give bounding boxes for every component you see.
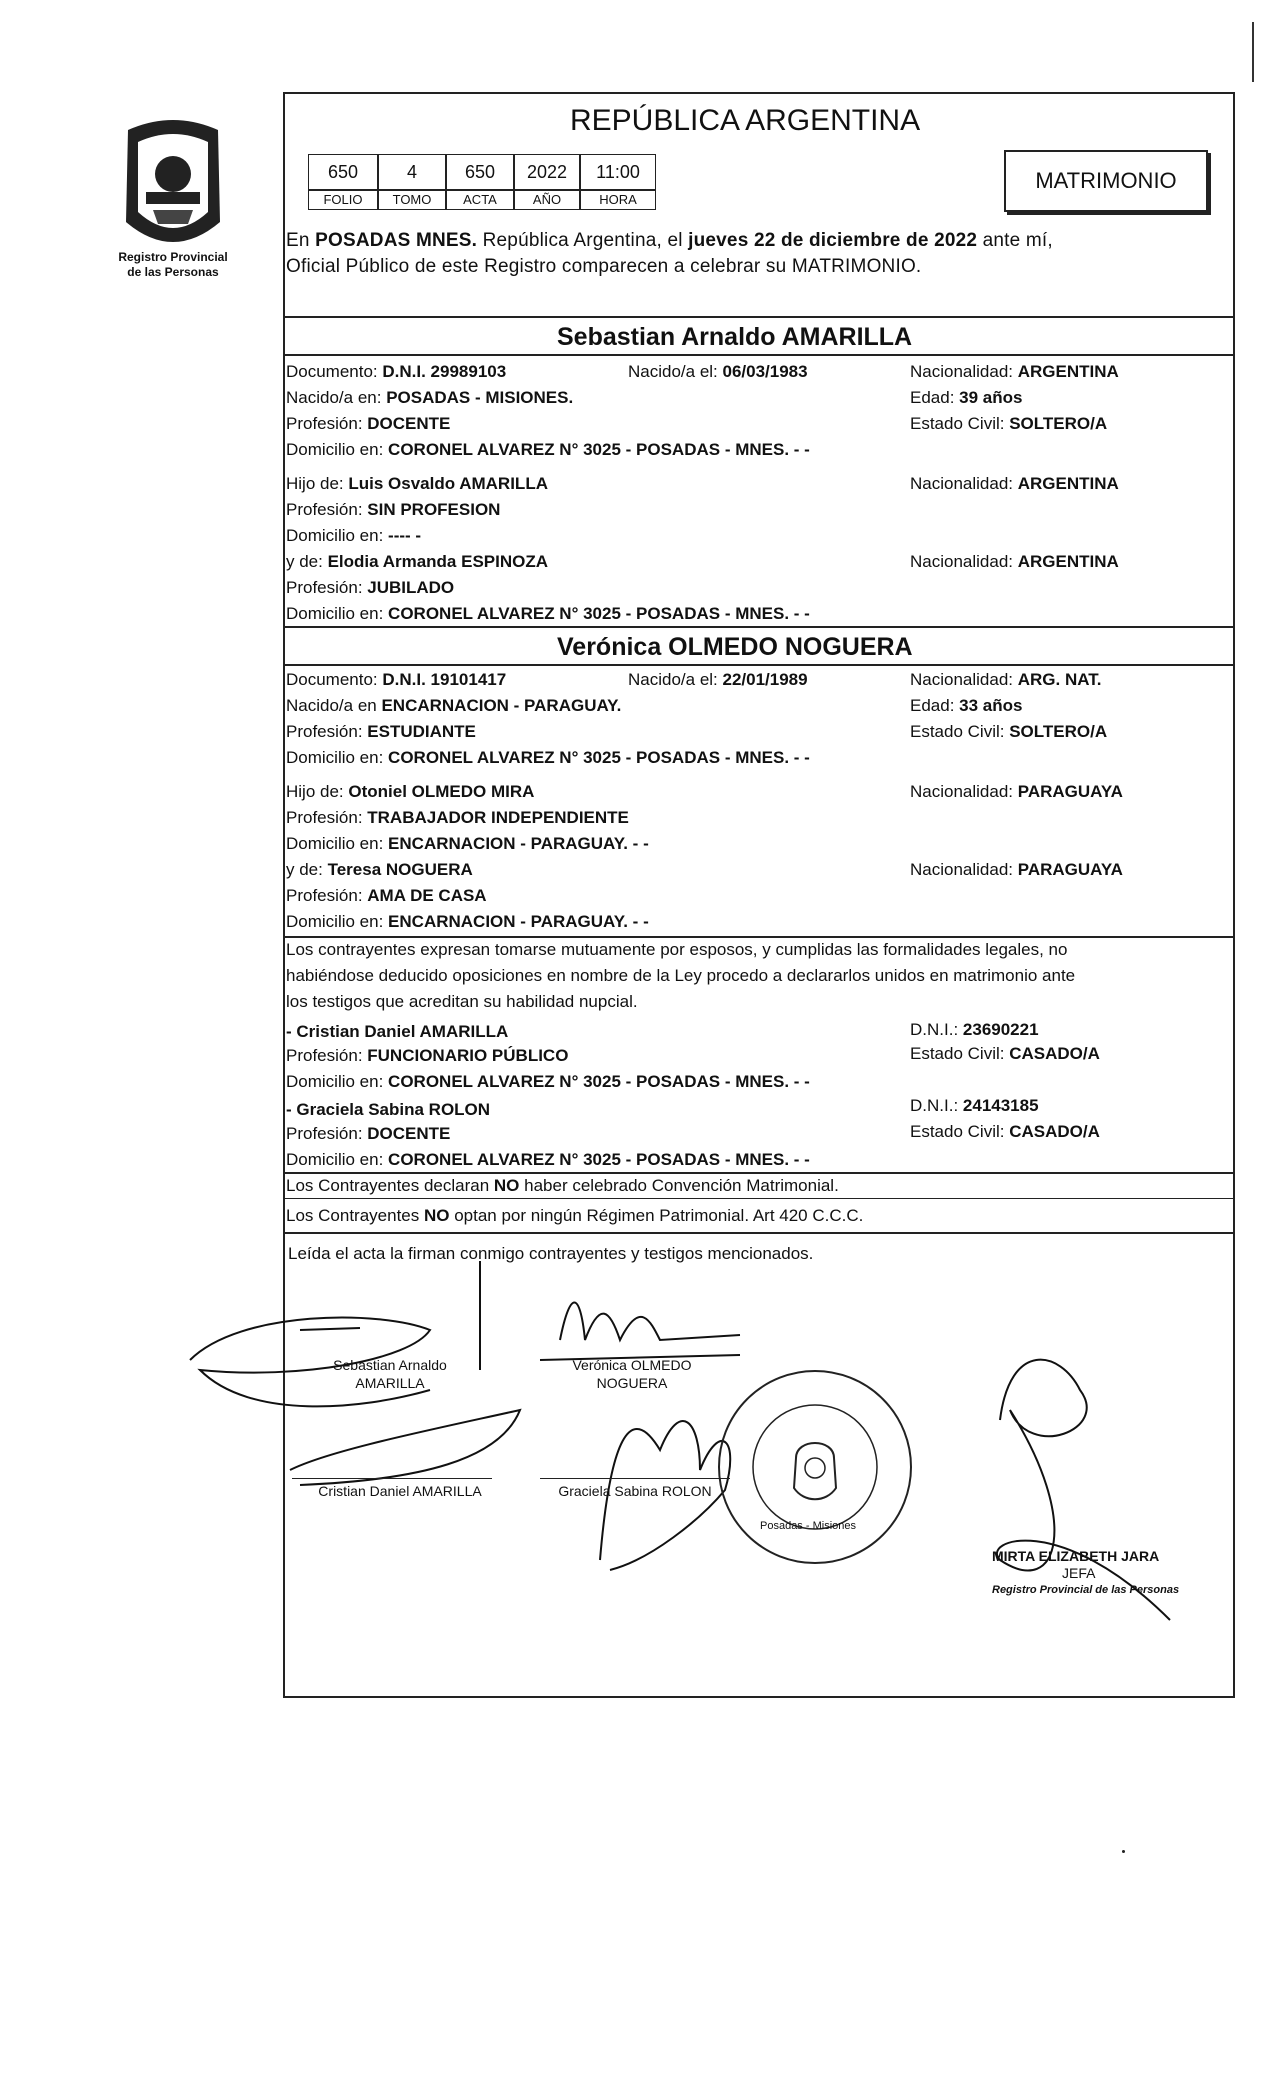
signature-3-caption: Cristian Daniel AMARILLA [318,1483,482,1499]
field-folio-value: 650 [308,154,378,190]
spouse2-profession: ESTUDIANTE [367,722,476,741]
spouse1-dni: D.N.I. 29989103 [382,362,507,381]
spouse1-father: Luis Osvaldo AMARILLA [348,474,548,493]
scan-dot [1122,1850,1125,1853]
witness2-civil-status: CASADO/A [1009,1122,1100,1141]
margin-mark [1252,22,1254,82]
spouse1-name: Sebastian Arnaldo AMARILLA [557,323,913,351]
spouse2-mother-address: ENCARNACION - PARAGUAY. - - [388,912,649,931]
field-folio-label: FOLIO [308,190,378,210]
signature-3-scribble [290,1410,520,1485]
field-ano-value: 2022 [514,154,580,190]
intro-date: jueves 22 de diciembre de 2022 [688,230,978,251]
regime-line-2: Los Contrayentes NO optan por ningún Régimen Patrimonial. Art 420 C.C.C. [286,1206,864,1225]
spouse1-mother-address: CORONEL ALVAREZ N° 3025 - POSADAS - MNES. - - [388,604,810,623]
spouse1-nationality: ARGENTINA [1017,362,1119,381]
spouse2-father: Otoniel OLMEDO MIRA [348,782,535,801]
witness2-profession: DOCENTE [367,1124,451,1143]
intro-mid: República Argentina, el [477,230,689,251]
signature-4-caption: Graciela Sabina ROLON [558,1483,712,1499]
spouse2-birthplace: ENCARNACION - PARAGUAY. [381,696,622,715]
field-acta-value: 650 [446,154,514,190]
intro-pre: En [286,230,316,251]
witness1-name: - Cristian Daniel AMARILLA [286,1022,509,1041]
field-tomo-value: 4 [378,154,446,190]
logo-caption-1: Registro Provincial [118,250,228,264]
witness1-profession: FUNCIONARIO PÚBLICO [367,1046,569,1065]
field-acta-label: ACTA [446,190,514,210]
spouse2-address: CORONEL ALVAREZ N° 3025 - POSADAS - MNES. - - [388,748,810,767]
union-line-1: Los contrayentes expresan tomarse mutuamente por esposos, y cumplidas las formalidades legales, no [286,940,1068,959]
spouse1-birthplace: POSADAS - MISIONES. [386,388,574,407]
officer-office: Registro Provincial de las Personas [992,1584,1180,1596]
spouse1-father-nationality: ARGENTINA [1017,474,1119,493]
spouse2-name: Verónica OLMEDO NOGUERA [557,633,913,661]
spouse2-father-nationality: PARAGUAYA [1017,782,1123,801]
spouse2-mother: Teresa NOGUERA [327,860,473,879]
field-hora-value: 11:00 [580,154,656,190]
spouse2-civil-status: SOLTERO/A [1009,722,1108,741]
officer-title: JEFA [1062,1565,1096,1581]
spouse2-birthdate: 22/01/1989 [722,670,808,689]
spouse1-mother-nationality: ARGENTINA [1017,552,1119,571]
union-line-2: habiéndose deducido oposiciones en nombre de la Ley procedo a declararlos unidos en matrimonio ante [286,966,1076,985]
signature-2-caption: Verónica OLMEDO NOGUERA [572,1357,692,1391]
signatures-drawing [180,1260,1180,1680]
union-line-3: los testigos que acreditan su habilidad nupcial. [286,992,638,1011]
spouse2-father-address: ENCARNACION - PARAGUAY. - - [388,834,649,853]
field-hora-label: HORA [580,190,656,210]
closing-line: Leída el acta la firman conmigo contrayentes y testigos mencionados. [288,1244,814,1263]
intro-place: POSADAS MNES. [315,230,478,251]
field-ano-label: AÑO [514,190,580,210]
field-tomo-label: TOMO [378,190,446,210]
spouse1-profession: DOCENTE [367,414,451,433]
logo-caption-2: de las Personas [127,265,219,279]
misiones-seal-icon [108,112,238,262]
witness2-address: CORONEL ALVAREZ N° 3025 - POSADAS - MNES. - - [388,1150,810,1169]
officer-block [992,1548,1179,1599]
signature-2-scribble [560,1303,740,1341]
spouse2-age: 33 años [959,696,1023,715]
intro-post: ante mí, [977,230,1053,251]
spouse1-mother-profession: JUBILADO [367,578,455,597]
spouse1-father-profession: SIN PROFESION [367,500,501,519]
act-type-box [1004,150,1208,212]
spouse2-nationality: ARG. NAT. [1017,670,1102,689]
spouse1-birthdate: 06/03/1983 [722,362,808,381]
spouse1-mother: Elodia Armanda ESPINOZA [327,552,549,571]
spouse2-mother-profession: AMA DE CASA [367,886,487,905]
witness1-civil-status: CASADO/A [1009,1044,1100,1063]
intro-line-1 [286,229,1053,253]
registry-logo [108,112,238,262]
signature-1-caption: Sebastian Arnaldo AMARILLA [333,1357,447,1391]
spouse1-age: 39 años [959,388,1023,407]
officer-name: MIRTA ELIZABETH JARA [992,1548,1160,1564]
spouse2-dni: D.N.I. 19101417 [382,670,507,689]
witness2-dni: 24143185 [962,1096,1039,1115]
country-title: REPÚBLICA ARGENTINA [570,104,921,137]
registry-stamp [716,1368,914,1566]
witness1-address: CORONEL ALVAREZ N° 3025 - POSADAS - MNES. - - [388,1072,810,1091]
spouse2-father-profession: TRABAJADOR INDEPENDIENTE [367,808,629,827]
regime-line-1: Los Contrayentes declaran NO haber celebrado Convención Matrimonial. [286,1176,839,1195]
witness2-name: - Graciela Sabina ROLON [286,1100,491,1119]
intro-line-2: Oficial Público de este Registro comparecen a celebrar su MATRIMONIO. [286,256,922,277]
witness1-dni: 23690221 [962,1020,1039,1039]
act-type-label: MATRIMONIO [1035,168,1177,193]
spouse1-civil-status: SOLTERO/A [1009,414,1108,433]
circular-stamp-icon [716,1368,914,1566]
spouse2-mother-nationality: PARAGUAYA [1017,860,1123,879]
stamp-bottom-text: Posadas - Misiones [760,1520,856,1532]
spouse1-address: CORONEL ALVAREZ N° 3025 - POSADAS - MNES. - - [388,440,810,459]
spouse1-father-address: ---- - [388,526,422,545]
